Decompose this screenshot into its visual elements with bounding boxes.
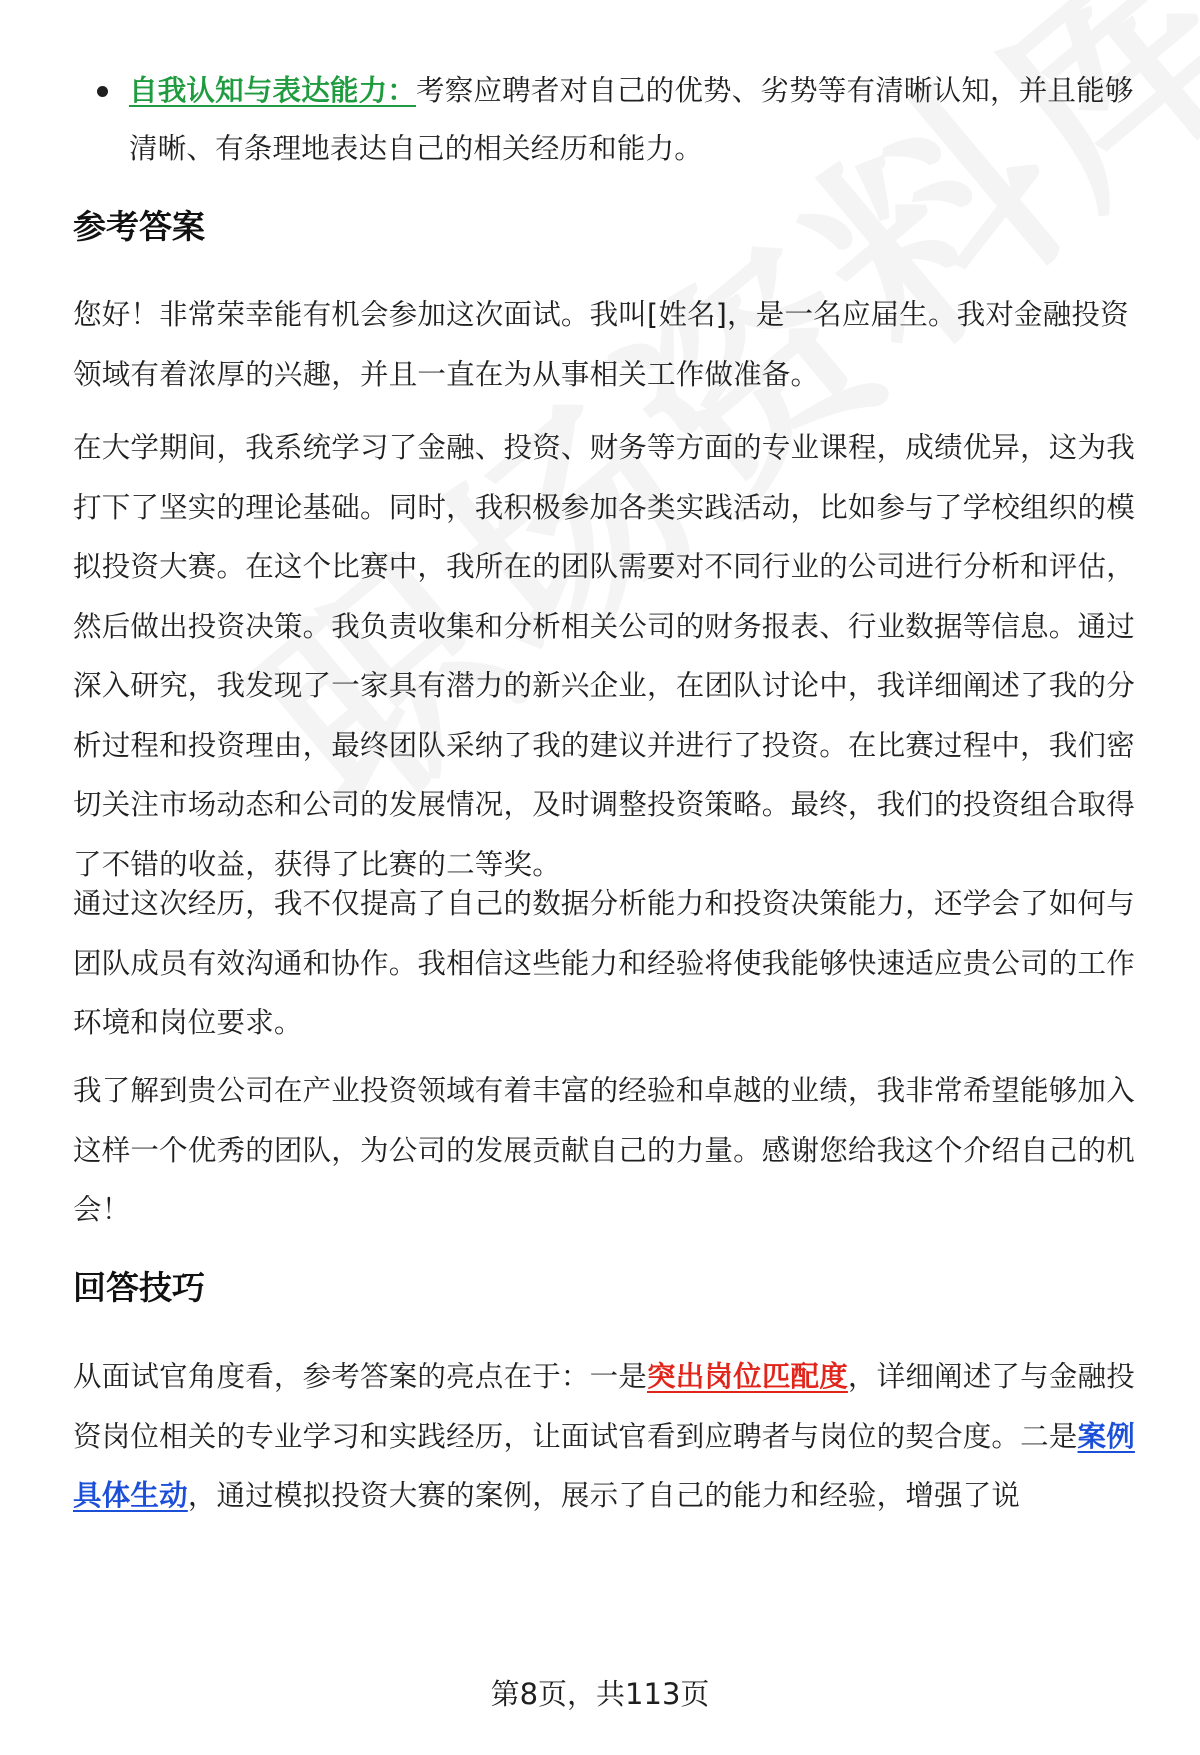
tips-text-c: ，通过模拟投资大赛的案例，展示了自己的能力和经验，增强了说 xyxy=(187,1479,1021,1512)
tips-text-a: 从面试官角度看，参考答案的亮点在于：一是 xyxy=(73,1360,648,1393)
tips-text-b: ，详细阐述了与金融投资岗位相关的专业学习和实践经历，让面试官看到应聘者与岗位的契合度。二是 xyxy=(73,1360,1135,1453)
bullet-label: 自我认知与表达能力： xyxy=(129,74,417,107)
tips-highlight-vivid-case: 案例具体生动 xyxy=(73,1419,1135,1512)
answer-paragraph-2: 在大学期间，我系统学习了金融、投资、财务等方面的专业课程，成绩优异，这为我打下了坚实的理论基础。同时，我积极参加各类实践活动，比如参与了学校组织的模拟投资大赛。在这个比赛中，我所在的团队需要对不同行业的公司进行分析和评估，然后做出投资决策。我负责收集和分析相关公司的财务报表、行业数据等信息。通过深入研究，我发现了一家具有潜力的新兴企业，在团队讨论中，我详细阐述了我的分析过程和投资理由，最终团队采纳了我的建议并进行了投资。在比赛过程中，我们密切关注市场动态和公司的发展情况，及时调整投资策略。最终，我们的投资组合取得了不错的收益，获得了比赛的二等奖。 xyxy=(73,431,1135,881)
section-heading-answer-tips: 回答技巧 xyxy=(73,1268,205,1307)
bullet-dot-icon xyxy=(97,86,108,97)
section-heading-reference-answer: 参考答案 xyxy=(73,207,205,246)
tips-paragraph xyxy=(73,1347,1145,1526)
bullet-item xyxy=(73,62,1143,178)
tips-highlight-job-match: 突出岗位匹配度 xyxy=(647,1360,848,1393)
page-number-footer: 第8页，共113页 xyxy=(490,1677,710,1711)
answer-paragraph-1: 您好！非常荣幸能有机会参加这次面试。我叫[姓名]，是一名应届生。我对金融投资领域有着浓厚的兴趣，并且一直在为从事相关工作做准备。 xyxy=(73,298,1129,391)
bullet-text xyxy=(129,62,1143,178)
bullet-description: 考察应聘者对自己的优势、劣势等有清晰认知，并且能够清晰、有条理地表达自己的相关经历和能力。 xyxy=(129,74,1134,165)
answer-paragraph-4: 我了解到贵公司在产业投资领域有着丰富的经验和卓越的业绩，我非常希望能够加入这样一个优秀的团队，为公司的发展贡献自己的力量。感谢您给我这个介绍自己的机会！ xyxy=(73,1074,1135,1226)
answer-paragraph-3: 通过这次经历，我不仅提高了自己的数据分析能力和投资决策能力，还学会了如何与团队成员有效沟通和协作。我相信这些能力和经验将使我能够快速适应贵公司的工作环境和岗位要求。 xyxy=(73,887,1135,1039)
